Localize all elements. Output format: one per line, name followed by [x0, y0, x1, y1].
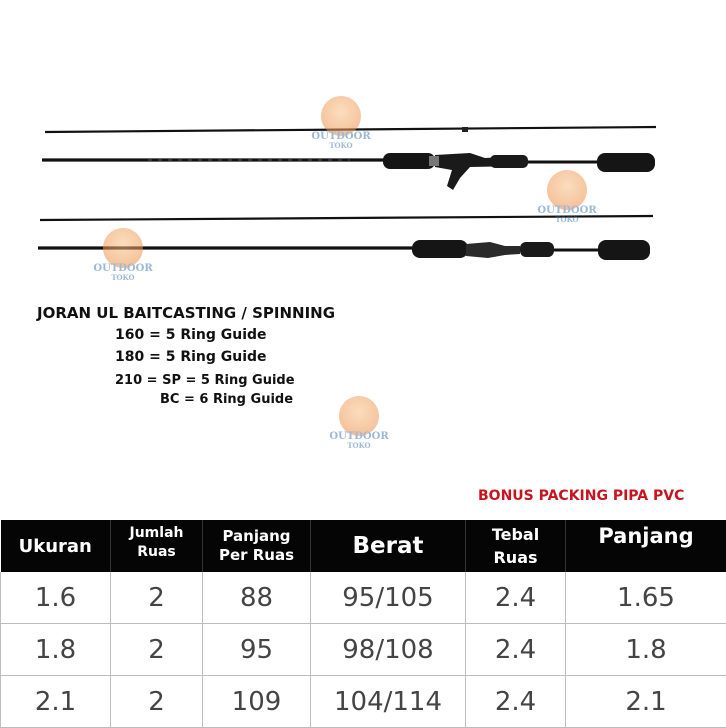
watermark-emblem-icon [547, 170, 587, 210]
table-row [1, 624, 726, 676]
cell-ukuran: 1.6 [1, 572, 111, 624]
watermark-emblem-icon [103, 228, 143, 268]
cell-berat: 104/114 [311, 676, 466, 728]
watermark-text: OUTDOOR [324, 432, 394, 442]
cell-jumlah-ruas: 2 [111, 624, 203, 676]
table-header-row [1, 520, 726, 572]
watermark-emblem-icon [321, 96, 361, 136]
watermark-text: OUTDOOR [88, 264, 158, 274]
header-panjang [566, 520, 726, 572]
spec-line-210-bc: BC = 6 Ring Guide [160, 392, 293, 407]
header-tebal-ruas [466, 520, 566, 572]
cell-ukuran: 1.8 [1, 624, 111, 676]
watermark-subtext: TOKO [324, 442, 394, 450]
watermark-logo [306, 96, 376, 166]
header-label: Panjang [203, 527, 310, 546]
header-label: Panjang [598, 524, 693, 548]
watermark-logo [532, 170, 602, 240]
header-label: Berat [353, 533, 424, 559]
header-label-line2: Ruas [111, 543, 202, 562]
spec-line-180: 180 = 5 Ring Guide [115, 349, 267, 365]
watermark-text: OUTDOOR [532, 206, 602, 216]
cell-ukuran: 2.1 [1, 676, 111, 728]
cell-panjang: 1.65 [566, 572, 726, 624]
cell-panjang-per-ruas: 95 [203, 624, 311, 676]
table-row [1, 572, 726, 624]
cell-panjang-per-ruas: 109 [203, 676, 311, 728]
spec-line-210: 210 = SP = 5 Ring Guide [115, 373, 295, 388]
header-jumlah-ruas [111, 520, 203, 572]
watermark-emblem-icon [339, 396, 379, 436]
cell-jumlah-ruas: 2 [111, 676, 203, 728]
cell-berat: 95/105 [311, 572, 466, 624]
watermark-logo [88, 228, 158, 298]
header-label: Tebal [466, 525, 565, 544]
header-label-line2: Per Ruas [203, 546, 310, 565]
cell-tebal-ruas: 2.4 [466, 572, 566, 624]
spec-line-160: 160 = 5 Ring Guide [115, 327, 267, 343]
header-berat [311, 520, 466, 572]
watermark-subtext: TOKO [532, 216, 602, 224]
cell-tebal-ruas: 2.4 [466, 676, 566, 728]
watermark-subtext: TOKO [306, 142, 376, 150]
header-label: Ukuran [19, 536, 92, 557]
spec-table [0, 520, 726, 726]
watermark-text: OUTDOOR [306, 132, 376, 142]
bonus-packing-label: BONUS PACKING PIPA PVC [478, 488, 684, 504]
cell-tebal-ruas: 2.4 [466, 624, 566, 676]
cell-jumlah-ruas: 2 [111, 572, 203, 624]
cell-berat: 98/108 [311, 624, 466, 676]
cell-panjang: 2.1 [566, 676, 726, 728]
watermark-logo [324, 396, 394, 466]
watermark-subtext: TOKO [88, 274, 158, 282]
cell-panjang: 1.8 [566, 624, 726, 676]
header-label: Jumlah [111, 524, 202, 543]
spec-title: JORAN UL BAITCASTING / SPINNING [37, 304, 335, 322]
table-row [1, 676, 726, 728]
header-ukuran [1, 520, 111, 572]
cell-panjang-per-ruas: 88 [203, 572, 311, 624]
header-panjang-per-ruas [203, 520, 311, 572]
header-label-line2: Ruas [466, 548, 565, 567]
